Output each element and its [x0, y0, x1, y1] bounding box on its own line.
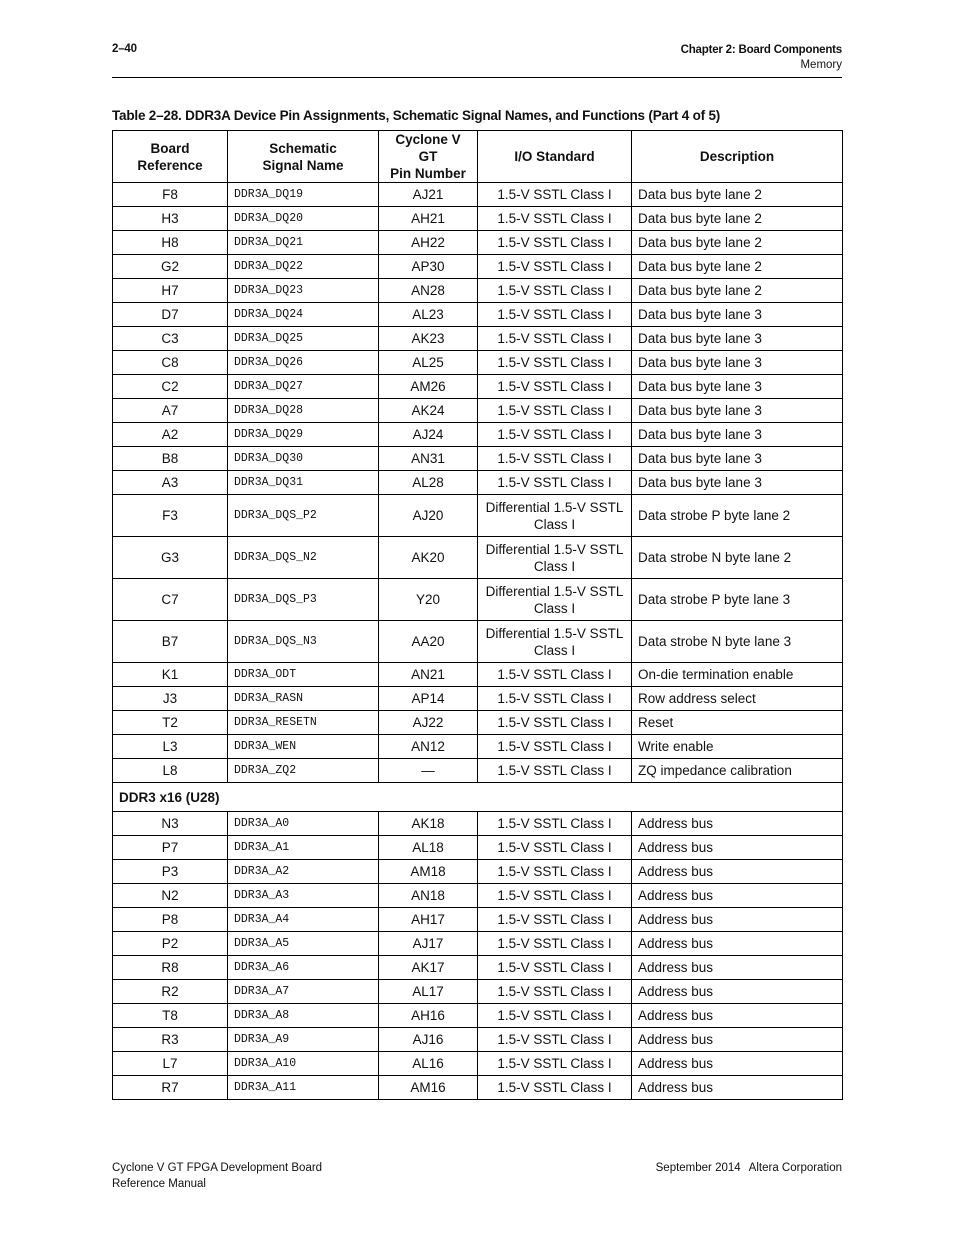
chapter-title: Chapter 2: Board Components: [680, 44, 842, 56]
cell-board-reference: P8: [113, 908, 228, 932]
cell-pin-number: AL16: [379, 1052, 478, 1076]
cell-signal-name: DDR3A_A5: [228, 932, 379, 956]
cell-io-standard: 1.5-V SSTL Class I: [478, 255, 632, 279]
cell-board-reference: C8: [113, 351, 228, 375]
section-row: [113, 783, 843, 812]
cell-io-standard: 1.5-V SSTL Class I: [478, 1028, 632, 1052]
cell-description: Data bus byte lane 2: [632, 279, 843, 303]
table-row: [113, 375, 843, 399]
cell-description: Data bus byte lane 3: [632, 423, 843, 447]
cell-io-standard: 1.5-V SSTL Class I: [478, 884, 632, 908]
footer-date: September 2014: [655, 1162, 741, 1174]
cell-io-standard: 1.5-V SSTL Class I: [478, 956, 632, 980]
cell-description: On-die termination enable: [632, 663, 843, 687]
cell-board-reference: R7: [113, 1076, 228, 1100]
cell-pin-number: AN31: [379, 447, 478, 471]
cell-io-standard: 1.5-V SSTL Class I: [478, 980, 632, 1004]
cell-description: Reset: [632, 711, 843, 735]
table-row: [113, 836, 843, 860]
cell-board-reference: H7: [113, 279, 228, 303]
cell-io-standard: 1.5-V SSTL Class I: [478, 759, 632, 783]
cell-board-reference: F8: [113, 183, 228, 207]
cell-signal-name: DDR3A_DQS_N3: [228, 621, 379, 663]
cell-board-reference: P7: [113, 836, 228, 860]
cell-board-reference: N2: [113, 884, 228, 908]
table-row: [113, 255, 843, 279]
cell-description: Data bus byte lane 3: [632, 327, 843, 351]
table-row: [113, 956, 843, 980]
cell-board-reference: F3: [113, 495, 228, 537]
cell-board-reference: A3: [113, 471, 228, 495]
cell-signal-name: DDR3A_DQ23: [228, 279, 379, 303]
cell-description: Address bus: [632, 956, 843, 980]
cell-io-standard: 1.5-V SSTL Class I: [478, 423, 632, 447]
cell-board-reference: H3: [113, 207, 228, 231]
cell-signal-name: DDR3A_DQ29: [228, 423, 379, 447]
cell-board-reference: D7: [113, 303, 228, 327]
cell-io-standard: 1.5-V SSTL Class I: [478, 279, 632, 303]
cell-pin-number: Y20: [379, 579, 478, 621]
cell-board-reference: J3: [113, 687, 228, 711]
cell-description: Data strobe N byte lane 2: [632, 537, 843, 579]
cell-pin-number: AJ16: [379, 1028, 478, 1052]
table-row: [113, 471, 843, 495]
cell-signal-name: DDR3A_DQ28: [228, 399, 379, 423]
cell-signal-name: DDR3A_DQ19: [228, 183, 379, 207]
cell-description: Data bus byte lane 2: [632, 183, 843, 207]
table-row: [113, 1052, 843, 1076]
cell-signal-name: DDR3A_A7: [228, 980, 379, 1004]
column-header-pin-number: Cyclone V GT Pin Number: [379, 131, 478, 183]
cell-board-reference: G2: [113, 255, 228, 279]
cell-board-reference: K1: [113, 663, 228, 687]
cell-description: Address bus: [632, 932, 843, 956]
cell-pin-number: AM18: [379, 860, 478, 884]
cell-description: Data strobe P byte lane 2: [632, 495, 843, 537]
cell-signal-name: DDR3A_ODT: [228, 663, 379, 687]
cell-board-reference: L3: [113, 735, 228, 759]
table-row: [113, 932, 843, 956]
column-header-io-standard: I/O Standard: [478, 131, 632, 183]
cell-description: Write enable: [632, 735, 843, 759]
cell-board-reference: L8: [113, 759, 228, 783]
cell-io-standard: 1.5-V SSTL Class I: [478, 303, 632, 327]
cell-pin-number: AL23: [379, 303, 478, 327]
table-row: [113, 183, 843, 207]
cell-io-standard: Differential 1.5-V SSTL Class I: [478, 579, 632, 621]
cell-signal-name: DDR3A_DQS_N2: [228, 537, 379, 579]
cell-pin-number: AL18: [379, 836, 478, 860]
cell-io-standard: 1.5-V SSTL Class I: [478, 735, 632, 759]
cell-description: Data bus byte lane 2: [632, 255, 843, 279]
table-row: [113, 579, 843, 621]
cell-description: Data strobe N byte lane 3: [632, 621, 843, 663]
cell-board-reference: R3: [113, 1028, 228, 1052]
cell-pin-number: AH17: [379, 908, 478, 932]
cell-io-standard: 1.5-V SSTL Class I: [478, 1052, 632, 1076]
cell-pin-number: AL17: [379, 980, 478, 1004]
cell-board-reference: C7: [113, 579, 228, 621]
cell-signal-name: DDR3A_DQ24: [228, 303, 379, 327]
cell-board-reference: T8: [113, 1004, 228, 1028]
cell-pin-number: AH22: [379, 231, 478, 255]
cell-pin-number: AH16: [379, 1004, 478, 1028]
cell-board-reference: C3: [113, 327, 228, 351]
cell-board-reference: P2: [113, 932, 228, 956]
cell-pin-number: AK24: [379, 399, 478, 423]
column-header-description: Description: [632, 131, 843, 183]
cell-pin-number: AJ20: [379, 495, 478, 537]
cell-board-reference: G3: [113, 537, 228, 579]
cell-io-standard: 1.5-V SSTL Class I: [478, 231, 632, 255]
cell-description: Address bus: [632, 980, 843, 1004]
cell-pin-number: AP30: [379, 255, 478, 279]
cell-description: Data bus byte lane 2: [632, 231, 843, 255]
table-row: [113, 279, 843, 303]
cell-board-reference: H8: [113, 231, 228, 255]
cell-io-standard: 1.5-V SSTL Class I: [478, 183, 632, 207]
table-row: [113, 495, 843, 537]
section-title: Memory: [800, 59, 842, 71]
cell-description: Address bus: [632, 1076, 843, 1100]
cell-pin-number: AN18: [379, 884, 478, 908]
cell-signal-name: DDR3A_A6: [228, 956, 379, 980]
column-header-signal-name: Schematic Signal Name: [228, 131, 379, 183]
footer-publisher: [656, 1160, 842, 1176]
cell-signal-name: DDR3A_A1: [228, 836, 379, 860]
page-number: 2–40: [112, 43, 137, 55]
cell-description: Address bus: [632, 908, 843, 932]
running-header: [681, 43, 842, 73]
cell-signal-name: DDR3A_DQ30: [228, 447, 379, 471]
cell-signal-name: DDR3A_WEN: [228, 735, 379, 759]
cell-signal-name: DDR3A_A10: [228, 1052, 379, 1076]
cell-description: Address bus: [632, 860, 843, 884]
cell-io-standard: Differential 1.5-V SSTL Class I: [478, 537, 632, 579]
column-header-board-reference: Board Reference: [113, 131, 228, 183]
cell-signal-name: DDR3A_A0: [228, 812, 379, 836]
cell-signal-name: DDR3A_A8: [228, 1004, 379, 1028]
header-rule: [112, 77, 842, 78]
cell-io-standard: 1.5-V SSTL Class I: [478, 207, 632, 231]
cell-description: Address bus: [632, 836, 843, 860]
cell-io-standard: 1.5-V SSTL Class I: [478, 687, 632, 711]
cell-io-standard: 1.5-V SSTL Class I: [478, 351, 632, 375]
cell-pin-number: AN12: [379, 735, 478, 759]
cell-description: Row address select: [632, 687, 843, 711]
cell-description: Address bus: [632, 1052, 843, 1076]
cell-io-standard: 1.5-V SSTL Class I: [478, 812, 632, 836]
cell-pin-number: AL28: [379, 471, 478, 495]
cell-pin-number: AM16: [379, 1076, 478, 1100]
cell-pin-number: AK23: [379, 327, 478, 351]
cell-description: Data strobe P byte lane 3: [632, 579, 843, 621]
cell-board-reference: T2: [113, 711, 228, 735]
cell-io-standard: 1.5-V SSTL Class I: [478, 1076, 632, 1100]
cell-io-standard: 1.5-V SSTL Class I: [478, 932, 632, 956]
table-row: [113, 884, 843, 908]
cell-pin-number: AJ17: [379, 932, 478, 956]
cell-signal-name: DDR3A_DQS_P2: [228, 495, 379, 537]
cell-pin-number: AJ24: [379, 423, 478, 447]
cell-pin-number: —: [379, 759, 478, 783]
pin-assignment-table: [112, 130, 843, 1100]
cell-io-standard: 1.5-V SSTL Class I: [478, 399, 632, 423]
cell-board-reference: B7: [113, 621, 228, 663]
table-row: [113, 759, 843, 783]
cell-description: Address bus: [632, 1004, 843, 1028]
cell-io-standard: 1.5-V SSTL Class I: [478, 836, 632, 860]
table-row: [113, 231, 843, 255]
table-row: [113, 1076, 843, 1100]
cell-io-standard: Differential 1.5-V SSTL Class I: [478, 621, 632, 663]
cell-board-reference: P3: [113, 860, 228, 884]
cell-board-reference: A7: [113, 399, 228, 423]
cell-signal-name: DDR3A_A3: [228, 884, 379, 908]
table-row: [113, 735, 843, 759]
cell-pin-number: AH21: [379, 207, 478, 231]
footer-document-title: [112, 1160, 322, 1192]
table-row: [113, 1004, 843, 1028]
cell-description: Address bus: [632, 884, 843, 908]
table-row: [113, 447, 843, 471]
table-row: [113, 207, 843, 231]
cell-description: Data bus byte lane 3: [632, 471, 843, 495]
cell-signal-name: DDR3A_RESETN: [228, 711, 379, 735]
cell-description: Data bus byte lane 3: [632, 447, 843, 471]
cell-signal-name: DDR3A_DQ31: [228, 471, 379, 495]
cell-board-reference: L7: [113, 1052, 228, 1076]
footer-company: Altera Corporation: [748, 1162, 842, 1174]
cell-description: ZQ impedance calibration: [632, 759, 843, 783]
cell-pin-number: AN28: [379, 279, 478, 303]
cell-signal-name: DDR3A_A11: [228, 1076, 379, 1100]
cell-description: Data bus byte lane 2: [632, 207, 843, 231]
cell-board-reference: A2: [113, 423, 228, 447]
cell-signal-name: DDR3A_ZQ2: [228, 759, 379, 783]
cell-io-standard: 1.5-V SSTL Class I: [478, 663, 632, 687]
cell-io-standard: 1.5-V SSTL Class I: [478, 1004, 632, 1028]
cell-description: Data bus byte lane 3: [632, 399, 843, 423]
cell-io-standard: 1.5-V SSTL Class I: [478, 471, 632, 495]
cell-pin-number: AJ21: [379, 183, 478, 207]
cell-pin-number: AA20: [379, 621, 478, 663]
cell-signal-name: DDR3A_DQ22: [228, 255, 379, 279]
cell-board-reference: N3: [113, 812, 228, 836]
cell-signal-name: DDR3A_DQ21: [228, 231, 379, 255]
cell-io-standard: 1.5-V SSTL Class I: [478, 447, 632, 471]
cell-description: Address bus: [632, 1028, 843, 1052]
footer-title-line: Reference Manual: [112, 1178, 206, 1190]
cell-io-standard: 1.5-V SSTL Class I: [478, 860, 632, 884]
cell-signal-name: DDR3A_DQ26: [228, 351, 379, 375]
cell-io-standard: 1.5-V SSTL Class I: [478, 327, 632, 351]
cell-signal-name: DDR3A_A2: [228, 860, 379, 884]
cell-description: Data bus byte lane 3: [632, 375, 843, 399]
cell-pin-number: AM26: [379, 375, 478, 399]
table-row: [113, 537, 843, 579]
table-header-row: [113, 131, 843, 183]
cell-signal-name: DDR3A_DQS_P3: [228, 579, 379, 621]
cell-description: Address bus: [632, 812, 843, 836]
cell-pin-number: AP14: [379, 687, 478, 711]
cell-signal-name: DDR3A_DQ27: [228, 375, 379, 399]
cell-io-standard: 1.5-V SSTL Class I: [478, 375, 632, 399]
table-row: [113, 423, 843, 447]
cell-pin-number: AN21: [379, 663, 478, 687]
table-row: [113, 327, 843, 351]
cell-signal-name: DDR3A_RASN: [228, 687, 379, 711]
footer-title-line: Cyclone V GT FPGA Development Board: [112, 1162, 323, 1174]
section-label: DDR3 x16 (U28): [113, 783, 843, 812]
table-row: [113, 1028, 843, 1052]
table-caption: Table 2–28. DDR3A Device Pin Assignments, Schematic Signal Names, and Functions (Part 4 of 5): [112, 108, 721, 123]
table-row: [113, 663, 843, 687]
cell-board-reference: B8: [113, 447, 228, 471]
cell-pin-number: AJ22: [379, 711, 478, 735]
table-row: [113, 812, 843, 836]
table-row: [113, 399, 843, 423]
cell-description: Data bus byte lane 3: [632, 351, 843, 375]
table-row: [113, 980, 843, 1004]
table-body: [113, 183, 843, 1100]
table-row: [113, 351, 843, 375]
cell-board-reference: R2: [113, 980, 228, 1004]
table-row: [113, 687, 843, 711]
table-row: [113, 303, 843, 327]
table-row: [113, 711, 843, 735]
cell-signal-name: DDR3A_A9: [228, 1028, 379, 1052]
cell-pin-number: AK18: [379, 812, 478, 836]
cell-pin-number: AK17: [379, 956, 478, 980]
cell-io-standard: Differential 1.5-V SSTL Class I: [478, 495, 632, 537]
cell-signal-name: DDR3A_A4: [228, 908, 379, 932]
table-row: [113, 621, 843, 663]
cell-pin-number: AK20: [379, 537, 478, 579]
cell-pin-number: AL25: [379, 351, 478, 375]
cell-board-reference: R8: [113, 956, 228, 980]
table-row: [113, 908, 843, 932]
cell-description: Data bus byte lane 3: [632, 303, 843, 327]
cell-signal-name: DDR3A_DQ20: [228, 207, 379, 231]
table-row: [113, 860, 843, 884]
cell-signal-name: DDR3A_DQ25: [228, 327, 379, 351]
cell-io-standard: 1.5-V SSTL Class I: [478, 908, 632, 932]
cell-board-reference: C2: [113, 375, 228, 399]
cell-io-standard: 1.5-V SSTL Class I: [478, 711, 632, 735]
